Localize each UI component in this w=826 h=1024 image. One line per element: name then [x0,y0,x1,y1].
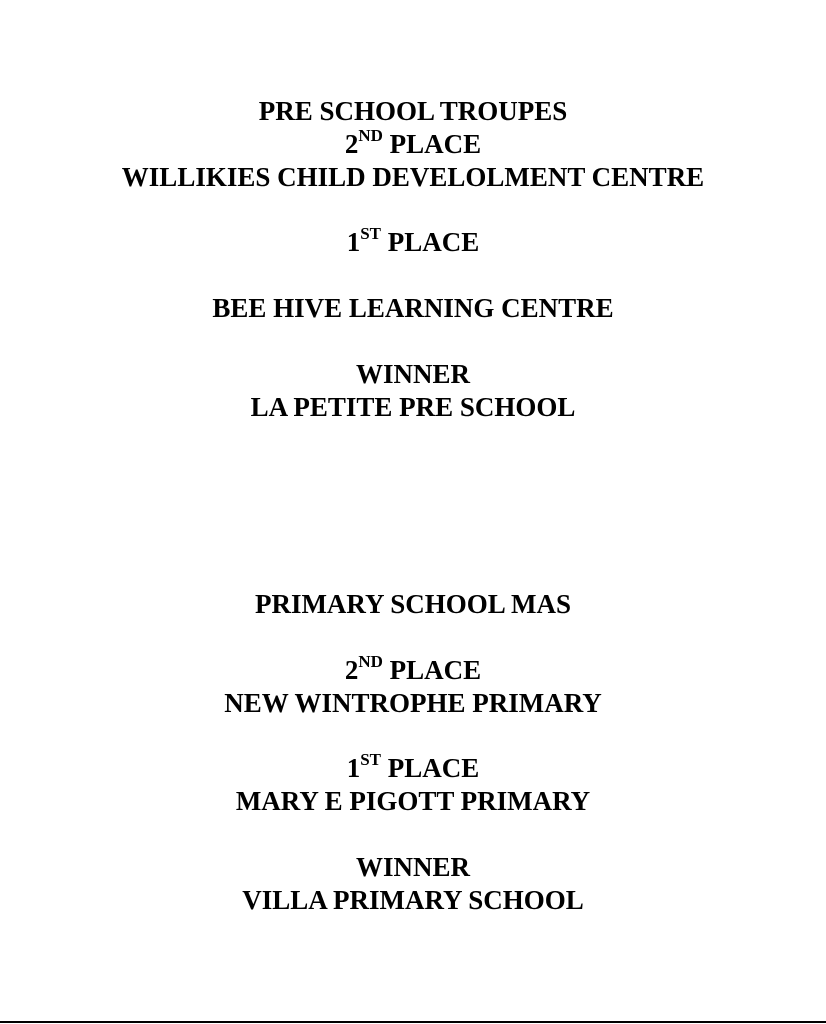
preschool-winner-name: LA PETITE PRE SCHOOL [250,392,576,422]
preschool-heading: PRE SCHOOL TROUPES [258,96,568,126]
primary-winner-label: WINNER [355,852,470,882]
preschool-second-suffix: ND [358,126,383,145]
primary-first-place-label [0,752,826,784]
preschool-second-place-name: WILLIKIES CHILD DEVELOLMENT CENTRE [121,162,705,192]
bottom-border-line [0,1021,826,1023]
preschool-first-place-name: BEE HIVE LEARNING CENTRE [212,293,614,323]
primary-second-number: 2 [344,655,359,685]
primary-heading: PRIMARY SCHOOL MAS [254,589,572,619]
preschool-second-place-label [0,128,826,160]
primary-first-word: PLACE [387,753,480,783]
preschool-second-number: 2 [344,129,359,159]
primary-winner-name: VILLA PRIMARY SCHOOL [242,885,584,915]
preschool-second-word: PLACE [389,129,482,159]
preschool-first-number: 1 [346,227,361,257]
primary-second-place-name: NEW WINTROPHE PRIMARY [224,688,602,718]
primary-first-place-name: MARY E PIGOTT PRIMARY [235,786,591,816]
preschool-first-place-label [0,226,826,258]
primary-second-word: PLACE [389,655,482,685]
primary-first-suffix: ST [360,750,382,769]
preschool-first-suffix: ST [360,224,382,243]
primary-second-place-label [0,654,826,686]
primary-first-number: 1 [346,753,361,783]
preschool-first-word: PLACE [387,227,480,257]
primary-second-suffix: ND [358,652,383,671]
preschool-winner-label: WINNER [355,359,470,389]
